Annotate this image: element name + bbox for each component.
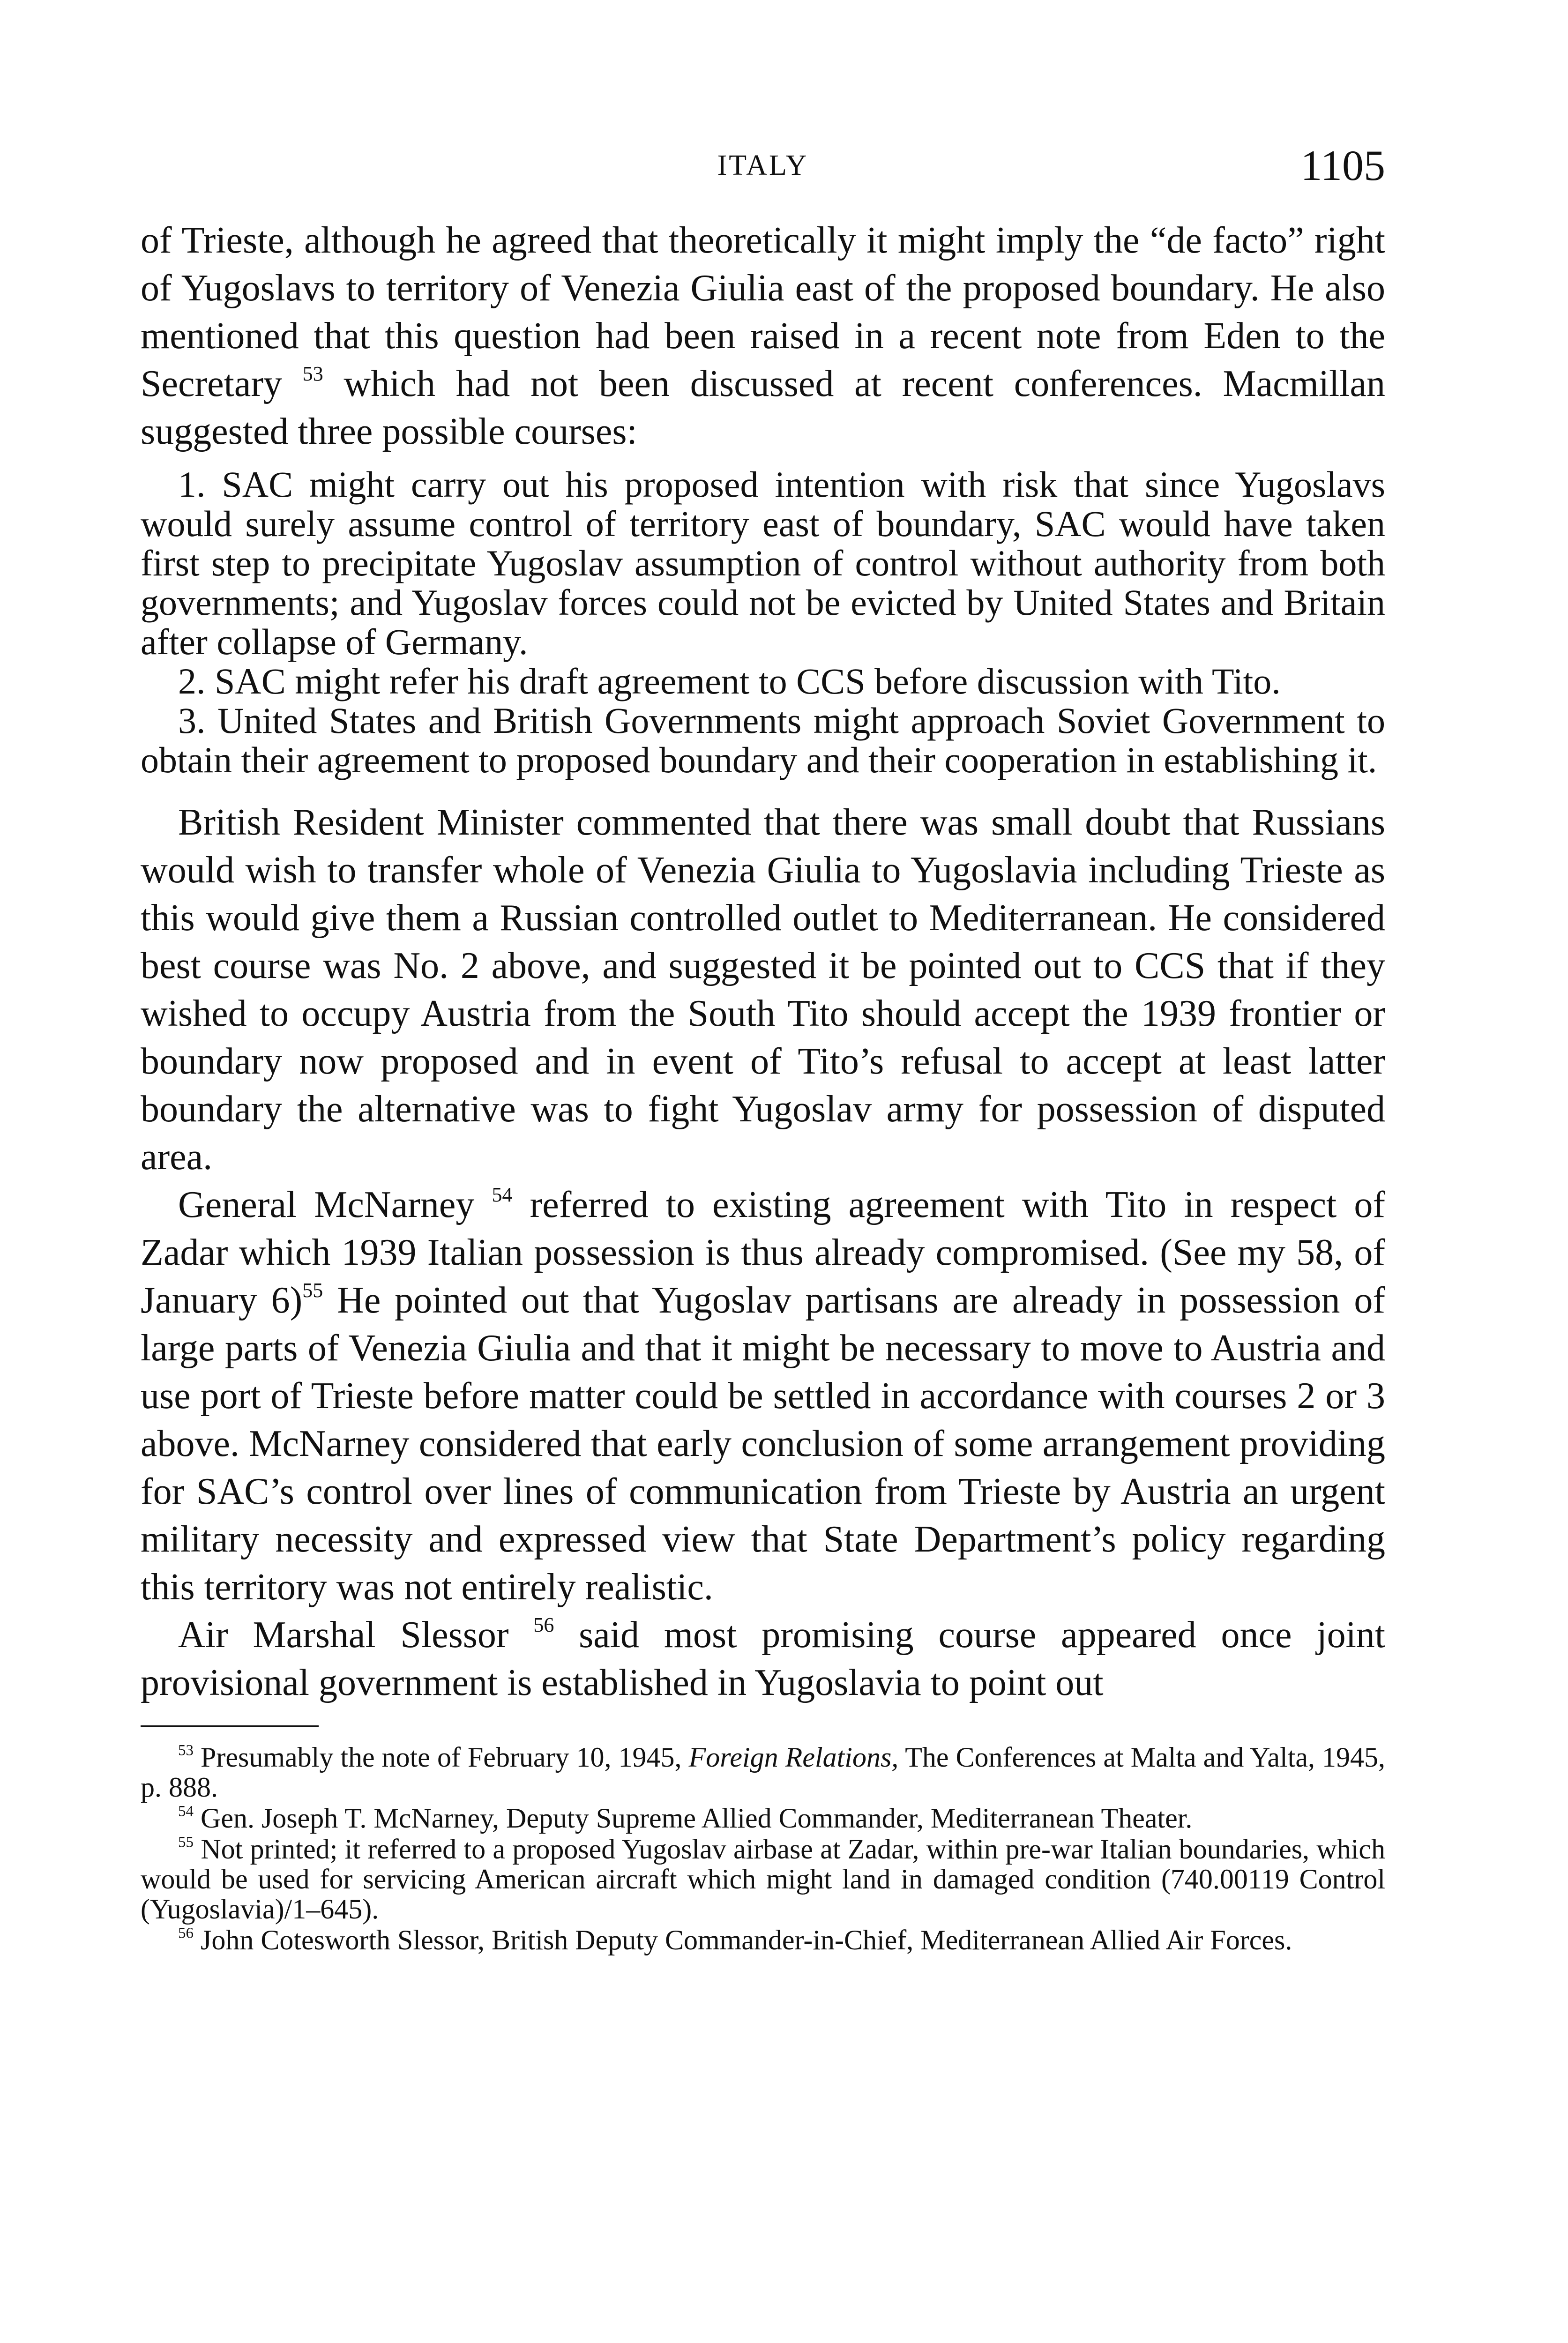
course-item-3: 3. United States and British Governments might approach Soviet Government to obtain their agreement to proposed boundary and their cooperation in establishing it.: [141, 700, 1385, 780]
footnote-ref-54: 54: [492, 1183, 513, 1206]
footnote-54: [141, 1803, 1385, 1833]
footnote-54-text: Gen. Joseph T. McNarney, Deputy Supreme Allied Commander, Mediterranean Theater.: [201, 1803, 1193, 1834]
footnote-56-text: John Cotesworth Slessor, British Deputy Commander-in-Chief, Mediterranean Allied Air Forces.: [201, 1925, 1292, 1955]
page-number: 1105: [1300, 142, 1385, 189]
footnote-55-text: Not printed; it referred to a proposed Yugoslav airbase at Zadar, within pre-war Italian boundaries, which would be used for servicing American aircraft which might land in damaged condition (740.00119 Control (Yugoslavia)/1–645).: [141, 1834, 1386, 1925]
footnote-55: [141, 1834, 1385, 1924]
paragraph-1: [141, 216, 1385, 455]
course-item-2: 2. SAC might refer his draft agreement to CCS before discussion with Tito.: [178, 661, 1281, 701]
footnote-divider: [141, 1725, 319, 1727]
footnote-ref-55: 55: [302, 1279, 323, 1302]
paragraph-3-part-a: General McNarney: [178, 1184, 475, 1225]
footnote-53-text-b: The Conferences at Malta and Yalta, 1945, p. 888.: [141, 1742, 1386, 1803]
footnote-55-number: 55: [178, 1834, 194, 1851]
course-item-1: 1. SAC might carry out his proposed intention with risk that since Yugoslavs would surely assume control of territory east of boundary, SAC would have taken first step to precipitate Yugoslav assumption of control without authority from both governments; and Yugoslav forces could not be evicted by United States and Britain after collapse of Germany.: [141, 464, 1385, 662]
footnote-53-italic: Foreign Relations,: [688, 1742, 899, 1773]
courses-list: [141, 465, 1385, 780]
page-header: [141, 144, 1385, 196]
running-head: ITALY: [717, 149, 809, 181]
paragraph-4: [141, 1611, 1385, 1707]
footnote-56-number: 56: [178, 1925, 194, 1942]
paragraph-1-text: of Trieste, although he agreed that theoretically it might imply the “de facto” right of Yugoslavs to territory of Venezia Giulia east of the proposed boundary. He also mentioned that this question had been raised in a recent note from Eden to the Secretary: [141, 220, 1385, 404]
paragraph-4-part-b: said most promising course appeared once joint provisional government is established in Yugoslavia to point out: [141, 1614, 1386, 1703]
footnote-ref-53: 53: [302, 362, 323, 385]
body-text: [141, 216, 1385, 1955]
footnote-53-number: 53: [178, 1742, 194, 1759]
footnote-56: [141, 1925, 1385, 1955]
footnotes: [141, 1742, 1385, 1955]
paragraph-1-rest: which had not been discussed at recent conferences. Macmillan suggested three possible courses:: [141, 363, 1386, 452]
paragraph-2: British Resident Minister commented that there was small doubt that Russians would wish to transfer whole of Venezia Giulia to Yugoslavia including Trieste as this would give them a Russian controlled outlet to Mediterranean. He considered best course was No. 2 above, and suggested it be pointed out to CCS that if they wished to occupy Austria from the South Tito should accept the 1939 frontier or boundary now proposed and in event of Tito’s refusal to accept at least latter boundary the alternative was to fight Yugoslav army for possession of disputed area.: [141, 802, 1385, 1178]
paragraph-3-part-c: He pointed out that Yugoslav partisans are already in possession of large parts of Venezia Giulia and that it might be necessary to move to Austria and use port of Trieste before matter could be settled in accordance with courses 2 or 3 above. McNarney considered that early conclusion of some arrangement providing for SAC’s control over lines of communication from Trieste by Austria an urgent military necessity and expressed view that State Department’s policy regarding this territory was not entirely realistic.: [141, 1280, 1386, 1608]
paragraph-3-part-b: referred to existing agreement with Tito in respect of Zadar which 1939 Italian possession is thus already compromised. (See my 58, of January 6): [141, 1184, 1386, 1321]
paragraph-4-part-a: Air Marshal Slessor: [178, 1614, 509, 1656]
paragraph-3: [141, 1181, 1385, 1611]
footnote-53-text-a: Presumably the note of February 10, 1945,: [201, 1742, 682, 1773]
footnote-53: [141, 1742, 1385, 1802]
footnote-54-number: 54: [178, 1803, 194, 1820]
footnote-ref-56: 56: [533, 1613, 554, 1636]
